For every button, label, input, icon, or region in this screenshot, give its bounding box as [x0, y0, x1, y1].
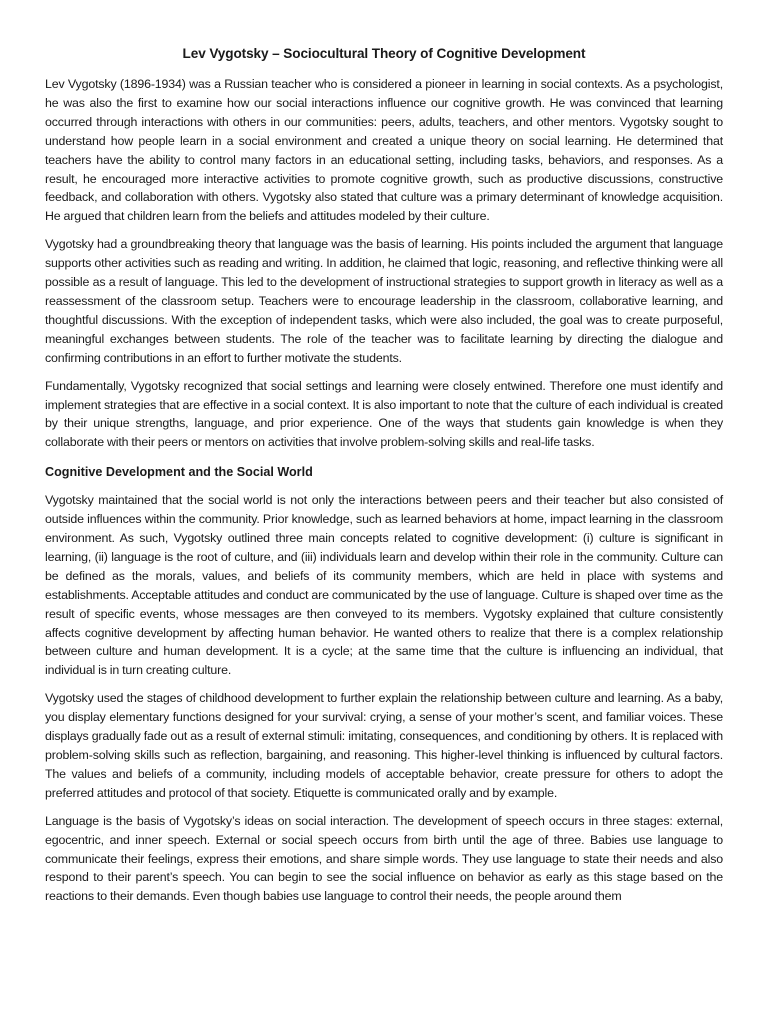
document-title: Lev Vygotsky – Sociocultural Theory of Cognitive Development [182, 46, 586, 61]
section-heading: Cognitive Development and the Social World [45, 465, 313, 480]
paragraph-section-2: Vygotsky used the stages of childhood development to further explain the relationship between culture and learning. As a baby, you display elementary functions designed for your survival: crying, a sense of your mother’s scent, and familiar voices. These displays gradually fade out as a result of external stimuli: imitating, consequences, and conditioning by others. It is replaced with problem-solving skills such as reflection, bargaining, and reasoning. This higher-level thinking is influenced by cultural factors. The values and beliefs of a community, including models of acceptable behavior, create pressure for others to adopt the preferred attitudes and protocol of that society. Etiquette is communicated orally and by example. [45, 691, 723, 800]
paragraph-section-1: Vygotsky maintained that the social world is not only the interactions between peers and their teacher but also consisted of outside influences within the community. Prior knowledge, such as learned behaviors at home, impact learning in the classroom environment. As such, Vygotsky outlined three main concepts related to cognitive development: (i) culture is significant in learning, (ii) language is the root of culture, and (iii) individuals learn and develop within their role in the community. Culture can be defined as the morals, values, and beliefs of its community members, which are held in place with systems and establishments. Acceptable attitudes and conduct are communicated by the use of language. Culture is shaped over time as the result of specific events, whose messages are then conveyed to its members. Vygotsky explained that culture consistently affects cognitive development by affecting human behavior. He wanted others to realize that there is a complex relationship between culture and human development. It is a cycle; at the same time that the culture is influencing an individual, that individual is in turn creating culture. [45, 493, 723, 678]
paragraph-intro-3: Fundamentally, Vygotsky recognized that social settings and learning were closely entwined. Therefore one must identify and implement strategies that are effective in a social context. It is also important to note that the culture of each individual is created by their unique strengths, language, and prior experience. One of the ways that students gain knowledge is when they collaborate with their peers or mentors on activities that involve problem-solving skills and real-life tasks. [45, 378, 723, 450]
document-page [45, 44, 723, 915]
paragraph-section-3: Language is the basis of Vygotsky’s ideas on social interaction. The development of speech occurs in three stages: external, egocentric, and inner speech. External or social speech occurs from birth until the age of three. Babies use language to communicate their feelings, express their emotions, and share simple words. They use language to state their needs and also respond to their parent’s speech. You can begin to see the social influence on behavior as early as this stage based on the reactions to their demands. Even though babies use language to control their needs, the people around them [45, 813, 723, 904]
paragraph-intro-1: Lev Vygotsky (1896-1934) was a Russian teacher who is considered a pioneer in learning in social contexts. As a psychologist, he was also the first to examine how our social interactions influence our cognitive growth. He was convinced that learning occurred through interactions with others in our communities: peers, adults, teachers, and other mentors. Vygotsky sought to understand how people learn in a social environment and created a unique theory on social learning. He determined that teachers have the ability to control many factors in an educational setting, including tasks, behaviors, and responses. As a result, he encouraged more interactive activities to promote cognitive growth, such as productive discussions, constructive feedback, and collaboration with others. Vygotsky also stated that culture was a primary determinant of knowledge acquisition. He argued that children learn from the beliefs and attitudes modeled by their culture. [45, 77, 723, 224]
paragraph-intro-2: Vygotsky had a groundbreaking theory that language was the basis of learning. His points included the argument that language supports other activities such as reading and writing. In addition, he claimed that logic, reasoning, and reflective thinking were all possible as a result of language. This led to the development of instructional strategies to support growth in literacy as well as a reassessment of the classroom setup. Teachers were to encourage leadership in the classroom, collaborative learning, and thoughtful discussions. With the exception of independent tasks, which were also included, the goal was to create purposeful, meaningful exchanges between students. The role of the teacher was to facilitate learning by directing the dialogue and confirming contributions in an effort to further motivate the students. [45, 237, 723, 365]
